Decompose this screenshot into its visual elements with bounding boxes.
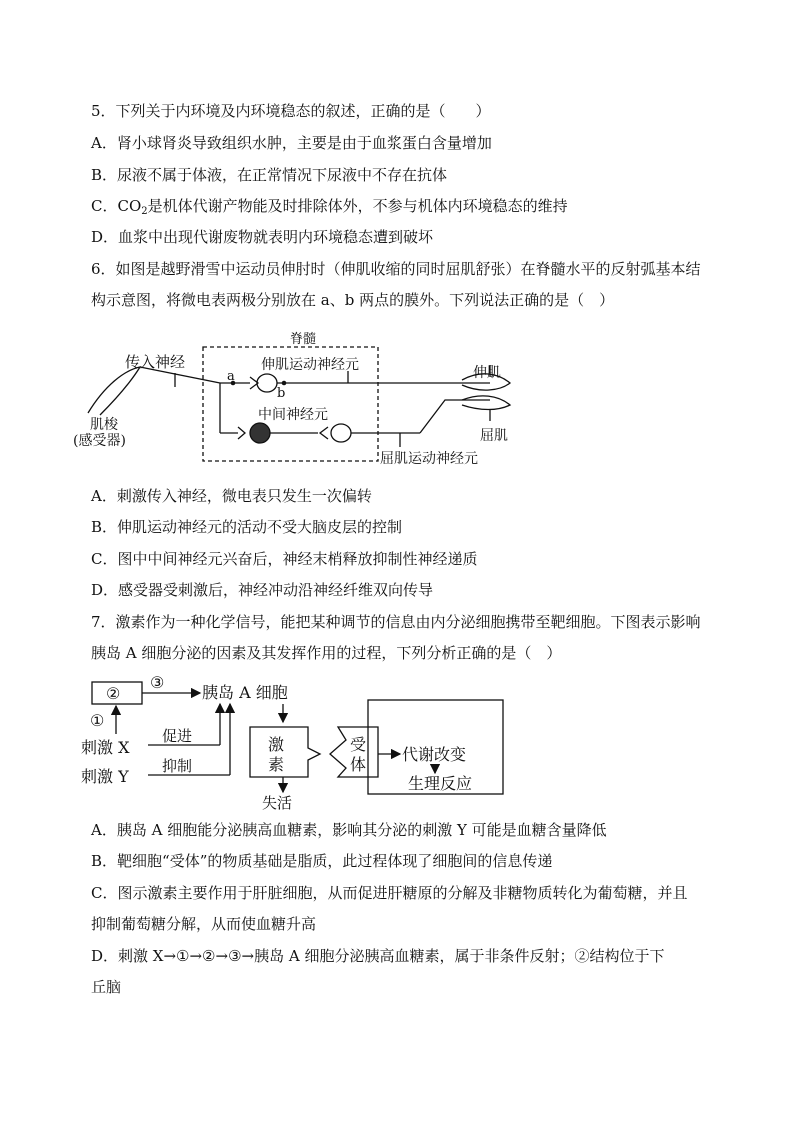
q6-option-d: D．感受器受刺激后，神经冲动沿神经纤维双向传导 <box>91 581 434 599</box>
label-stimulus-y: 刺激 Y <box>81 767 129 786</box>
label-hormone-1: 激 <box>268 735 285 754</box>
label-extensor-motor: 伸肌运动神经元 <box>261 357 359 373</box>
q6-stem-line2: 构示意图，将微电表两极分别放在 a、b 两点的膜外。下列说法正确的是（ ） <box>91 291 615 309</box>
islet-alpha-cell-diagram <box>78 672 508 812</box>
label-stimulus-x: 刺激 X <box>81 738 130 757</box>
label-flexor-motor: 屈肌运动神经元 <box>380 451 478 467</box>
label-receptor-2: 体 <box>350 755 367 774</box>
q6-option-c: C．图中中间神经元兴奋后，神经末梢释放抑制性神经递质 <box>91 550 478 568</box>
q5-option-a: A．肾小球肾炎导致组织水肿，主要是由于血浆蛋白含量增加 <box>91 134 492 152</box>
label-n2: ② <box>106 684 121 703</box>
q7-option-a: A．胰岛 A 细胞能分泌胰高血糖素，影响其分泌的刺激 Y 可能是血糖含量降低 <box>91 821 607 839</box>
q5-option-b: B．尿液不属于体液，在正常情况下尿液中不存在抗体 <box>91 166 448 184</box>
label-promote: 促进 <box>162 727 193 745</box>
q7-option-d-line2: 丘脑 <box>91 978 122 996</box>
label-n3: ③ <box>150 673 165 692</box>
q7-stem-line1: 7．激素作为一种化学信号，能把某种调节的信息由内分泌细胞携带至靶细胞。下图表示影响 <box>91 613 701 631</box>
reflex-arc-diagram <box>70 325 530 475</box>
q7-stem-line2: 胰岛 A 细胞分泌的因素及其发挥作用的过程，下列分析正确的是（ ） <box>91 644 562 662</box>
q5-option-c-post: 是机体代谢产物能及时排除体外，不参与机体内环境稳态的维持 <box>147 197 568 215</box>
q7-option-c-line2: 抑制葡萄糖分解，从而使血糖升高 <box>91 915 317 933</box>
q5-stem: 5．下列关于内环境及内环境稳态的叙述，正确的是（ ） <box>91 102 491 120</box>
label-muscle-spindle: 肌梭 <box>90 417 118 433</box>
q6-option-a: A．刺激传入神经，微电表只发生一次偏转 <box>91 487 372 505</box>
extensor-motor-soma <box>257 374 277 392</box>
q5-option-d: D．血浆中出现代谢废物就表明内环境稳态遭到破坏 <box>91 228 434 246</box>
label-physiological-response: 生理反应 <box>408 774 473 793</box>
flexor-motor-soma <box>331 424 351 442</box>
label-inhibit: 抑制 <box>162 757 193 775</box>
point-b-marker <box>282 381 287 386</box>
label-receptor: (感受器) <box>73 433 126 449</box>
label-metabolic-change: 代谢改变 <box>402 745 467 764</box>
label-afferent: 传入神经 <box>125 353 186 371</box>
label-point-b: b <box>277 386 286 401</box>
q5-option-c-pre: C．CO <box>91 197 142 215</box>
label-inactivation: 失活 <box>262 794 293 812</box>
label-point-a: a <box>227 369 235 384</box>
label-n1: ① <box>90 711 105 730</box>
label-hormone-2: 素 <box>268 755 285 774</box>
q7-option-d-line1: D．刺激 X→①→②→③→胰岛 A 细胞分泌胰高血糖素，属于非条件反射；②结构位于下 <box>91 947 665 965</box>
label-interneuron: 中间神经元 <box>258 407 328 423</box>
q7-option-c-line1: C．图示激素主要作用于肝脏细胞，从而促进肝糖原的分解及非糖物质转化为葡萄糖，并且 <box>91 884 688 902</box>
q5-option-c <box>91 196 568 222</box>
q6-option-b: B．伸肌运动神经元的活动不受大脑皮层的控制 <box>91 518 403 536</box>
q6-stem-line1: 6．如图是越野滑雪中运动员伸肘时（伸肌收缩的同时屈肌舒张）在脊髓水平的反射弧基本结 <box>91 260 701 278</box>
hormone-shape <box>250 727 320 777</box>
interneuron-soma <box>250 423 270 443</box>
muscle-spindle-shape <box>88 367 140 415</box>
label-islet-a-cell: 胰岛 A 细胞 <box>202 683 288 702</box>
label-extensor: 伸肌 <box>473 365 501 381</box>
q7-option-b: B．靶细胞“受体”的物质基础是脂质，此过程体现了细胞间的信息传递 <box>91 852 553 870</box>
q5-option-c-subscript: 2 <box>141 206 148 217</box>
label-receptor-1: 受 <box>350 735 367 754</box>
label-spinal-cord: 脊髓 <box>290 332 317 347</box>
label-flexor: 屈肌 <box>480 428 508 444</box>
